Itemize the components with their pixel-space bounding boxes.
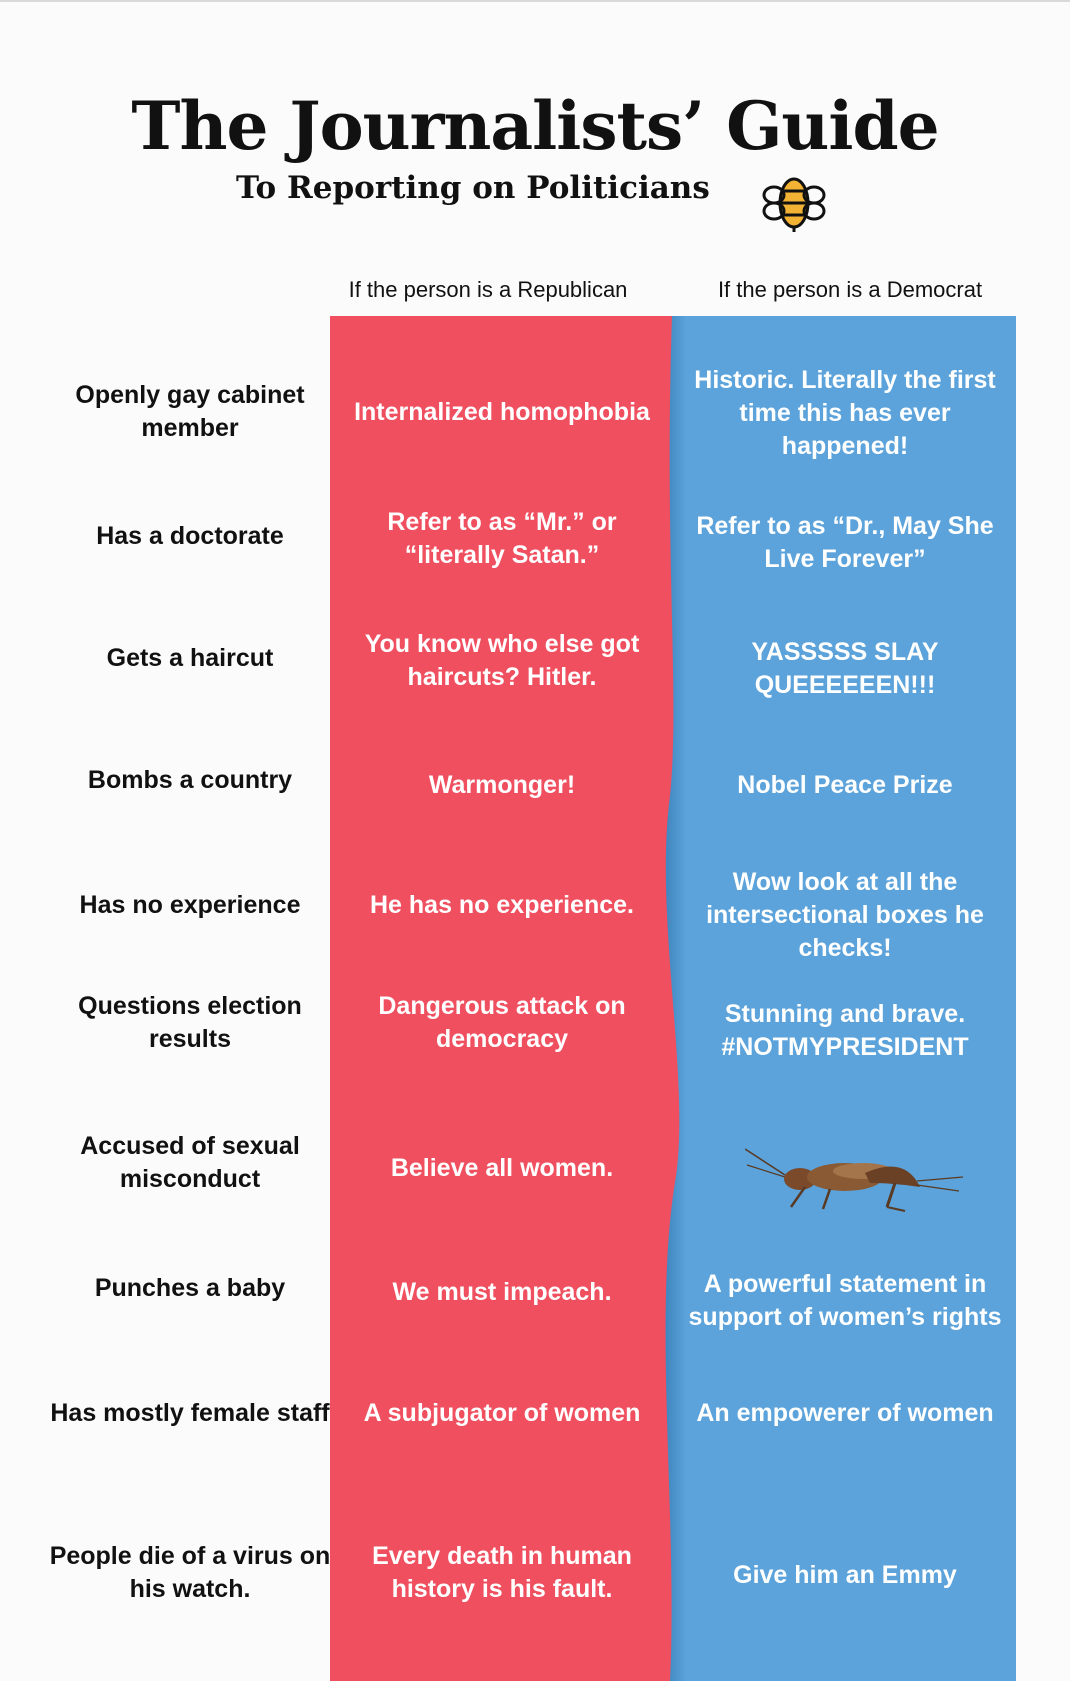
republican-response: Warmonger!	[428, 770, 576, 799]
republican-response: You know who else got haircuts? Hitler.	[364, 630, 640, 691]
row-label: Questions election results	[78, 992, 302, 1053]
republican-response: Believe all women.	[390, 1153, 614, 1182]
democrat-response: An empowerer of women	[696, 1398, 994, 1427]
democrat-response: Refer to as “Dr., May She Live Forever”	[696, 512, 994, 573]
row-label: Accused of sexual misconduct	[80, 1132, 300, 1193]
republican-column-header: If the person is a Republican	[348, 277, 628, 302]
page-title: The Journalists’ Guide	[131, 87, 939, 165]
row-label: Has no experience	[79, 890, 301, 919]
bee-logo-icon	[760, 165, 828, 233]
republican-response: Every death in human history is his fault.	[372, 1542, 632, 1603]
democrat-response: Nobel Peace Prize	[737, 770, 953, 799]
row-label: Punches a baby	[94, 1273, 286, 1302]
republican-response: He has no experience.	[369, 890, 634, 919]
democrat-response: Historic. Literally the first time this has ever happened!	[694, 365, 996, 460]
democrat-response: Give him an Emmy	[733, 1560, 957, 1589]
row-label: Has a doctorate	[96, 521, 284, 550]
row-label: Gets a haircut	[106, 643, 274, 672]
democrat-response: YASSSSS SLAY QUEEEEEEN!!!	[751, 638, 939, 699]
republican-response: Refer to as “Mr.” or “literally Satan.”	[387, 508, 617, 569]
republican-response: Internalized homophobia	[354, 397, 650, 426]
democrat-response: Wow look at all the intersectional boxes he checks!	[706, 867, 984, 962]
row-label: Has mostly female staff	[50, 1398, 330, 1427]
page-subtitle: To Reporting on Politicians	[236, 170, 710, 206]
row-label: Bombs a country	[87, 765, 293, 794]
democrat-response: A powerful statement in support of women’s rights	[688, 1270, 1002, 1331]
republican-response: A subjugator of women	[363, 1398, 641, 1427]
cricket-icon	[745, 1135, 965, 1215]
row-label: Openly gay cabinet member	[75, 381, 305, 442]
democrat-column-header: If the person is a Democrat	[717, 277, 983, 302]
republican-response: Dangerous attack on democracy	[378, 992, 626, 1053]
democrat-response: Stunning and brave. #NOTMYPRESIDENT	[721, 1000, 969, 1061]
republican-response: We must impeach.	[392, 1277, 612, 1306]
row-label: People die of a virus on his watch.	[49, 1542, 331, 1603]
